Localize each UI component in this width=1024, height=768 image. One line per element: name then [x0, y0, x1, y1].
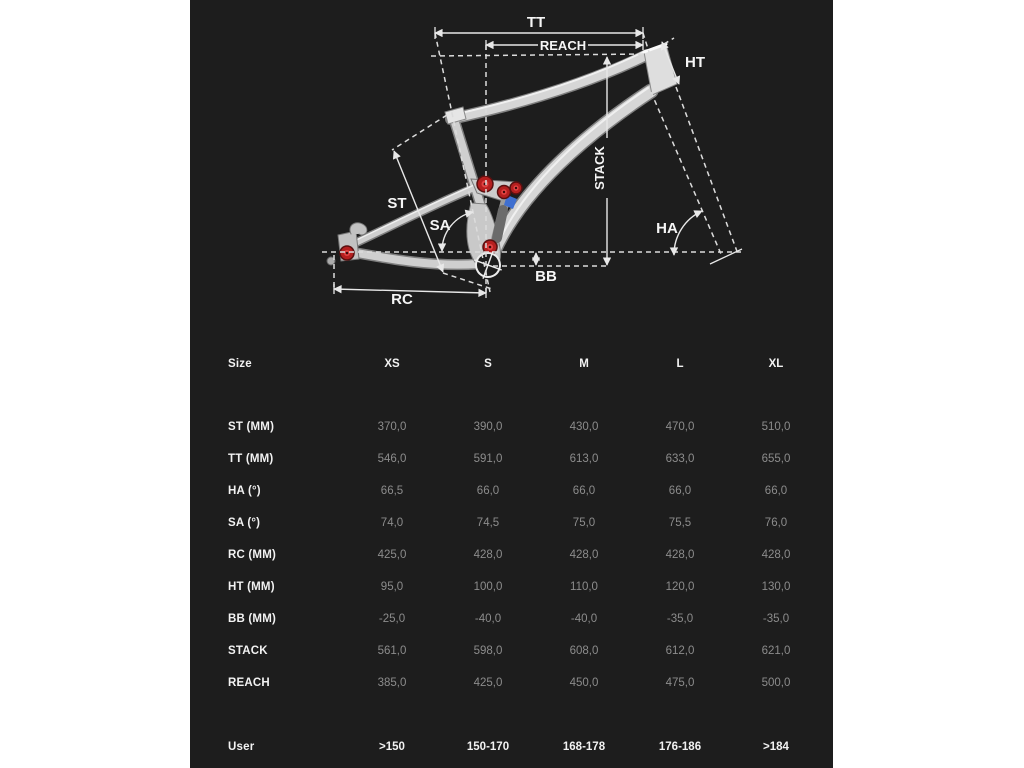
row-value: 655,0 [761, 453, 791, 465]
row-value: 633,0 [665, 453, 695, 465]
tt-label: TT [526, 14, 546, 31]
row-value: 66,0 [572, 485, 596, 497]
table-spacer [228, 699, 824, 731]
dropout-hook [350, 223, 367, 235]
table-row [228, 475, 824, 507]
ha-angle-arc [674, 211, 702, 255]
row-label: STACK [228, 645, 268, 657]
user-row-value: >150 [379, 741, 405, 753]
size-column-header: M [579, 358, 589, 370]
row-value: 130,0 [761, 581, 791, 593]
user-row-label: User [228, 741, 255, 753]
shock-can [497, 210, 503, 238]
row-value: 425,0 [377, 549, 407, 561]
row-value: -25,0 [378, 613, 406, 625]
size-column-header: L [676, 358, 684, 370]
table-row [228, 539, 824, 571]
bb-label: BB [535, 268, 557, 285]
row-value: 66,0 [764, 485, 788, 497]
row-value: 110,0 [570, 581, 598, 593]
row-value: 425,0 [473, 677, 503, 689]
row-value: 621,0 [761, 645, 791, 657]
row-value: 66,0 [668, 485, 692, 497]
user-row-value: >184 [763, 741, 789, 753]
row-value: 100,0 [473, 581, 503, 593]
row-value: 510,0 [761, 421, 791, 433]
row-value: 120,0 [665, 581, 695, 593]
row-value: 546,0 [377, 453, 407, 465]
table-header-row [228, 348, 824, 380]
row-value: -40,0 [570, 613, 598, 625]
row-value: 598,0 [473, 645, 503, 657]
ht-top-extension [664, 38, 674, 44]
row-value: -40,0 [474, 613, 502, 625]
table-row [228, 571, 824, 603]
row-label: BB (MM) [228, 613, 277, 625]
row-value: 370,0 [377, 421, 407, 433]
ha-label: HA [656, 220, 678, 237]
row-value: 66,0 [476, 485, 500, 497]
row-value: 390,0 [473, 421, 503, 433]
table-row [228, 443, 824, 475]
row-value: 591,0 [473, 453, 503, 465]
row-value: 75,5 [668, 517, 692, 529]
geometry-table [228, 348, 824, 763]
row-value: 470,0 [665, 421, 695, 433]
row-value: 385,0 [377, 677, 407, 689]
st-top-extension [392, 115, 447, 150]
stack-label: STACK [592, 146, 607, 190]
pivot-icon [510, 182, 522, 194]
table-row [228, 603, 824, 635]
row-value: 608,0 [569, 645, 599, 657]
pivot-icon [498, 186, 511, 199]
row-value: 428,0 [665, 549, 695, 561]
row-value: 74,5 [476, 517, 500, 529]
size-column-header: Size [228, 358, 252, 370]
size-column-header: S [484, 358, 492, 370]
row-label: HA (°) [228, 485, 261, 497]
row-label: SA (°) [228, 517, 261, 529]
seatstay-highlight [348, 182, 481, 244]
user-row-value: 168-178 [562, 741, 606, 753]
row-label: ST (MM) [228, 421, 275, 433]
row-value: 428,0 [569, 549, 599, 561]
toptube-highlight [452, 51, 645, 115]
row-value: 76,0 [764, 517, 788, 529]
row-value: 75,0 [572, 517, 596, 529]
user-row [228, 731, 824, 763]
row-value: 450,0 [569, 677, 599, 689]
size-column-header: XL [768, 358, 784, 370]
st-label: ST [387, 195, 407, 212]
row-value: -35,0 [666, 613, 694, 625]
row-value: 612,0 [665, 645, 695, 657]
stack-top-line [431, 54, 646, 56]
table-row [228, 507, 824, 539]
bike-geometry-diagram [0, 0, 1024, 340]
rear-axle-icon [340, 246, 354, 260]
row-value: 95,0 [380, 581, 404, 593]
row-label: HT (MM) [228, 581, 275, 593]
sa-label: SA [429, 217, 451, 234]
pivot-icon [477, 176, 493, 192]
downtube-shadow [489, 91, 651, 263]
row-value: 430,0 [569, 421, 599, 433]
row-value: -35,0 [762, 613, 790, 625]
row-label: RC (MM) [228, 549, 277, 561]
geometry-table-body [228, 411, 824, 699]
ha-vertex-tick [710, 249, 742, 264]
row-value: 475,0 [665, 677, 695, 689]
chainstay [346, 251, 478, 265]
row-label: TT (MM) [228, 453, 274, 465]
row-label: REACH [228, 677, 270, 689]
row-value: 613,0 [569, 453, 599, 465]
row-value: 74,0 [380, 517, 404, 529]
row-value: 428,0 [761, 549, 791, 561]
bike-frame [327, 44, 677, 283]
ht-label: HT [685, 54, 705, 71]
row-value: 66,5 [380, 485, 404, 497]
table-row [228, 635, 824, 667]
reach-label: REACH [539, 38, 587, 53]
user-row-value: 176-186 [658, 741, 702, 753]
content-panel [190, 0, 833, 768]
size-column-header: XS [384, 358, 400, 370]
row-value: 428,0 [473, 549, 503, 561]
row-value: 561,0 [377, 645, 407, 657]
rc-label: RC [391, 291, 413, 308]
table-row [228, 667, 824, 699]
table-row [228, 411, 824, 443]
row-value: 500,0 [761, 677, 791, 689]
table-spacer [228, 380, 824, 411]
user-row-value: 150-170 [466, 741, 510, 753]
